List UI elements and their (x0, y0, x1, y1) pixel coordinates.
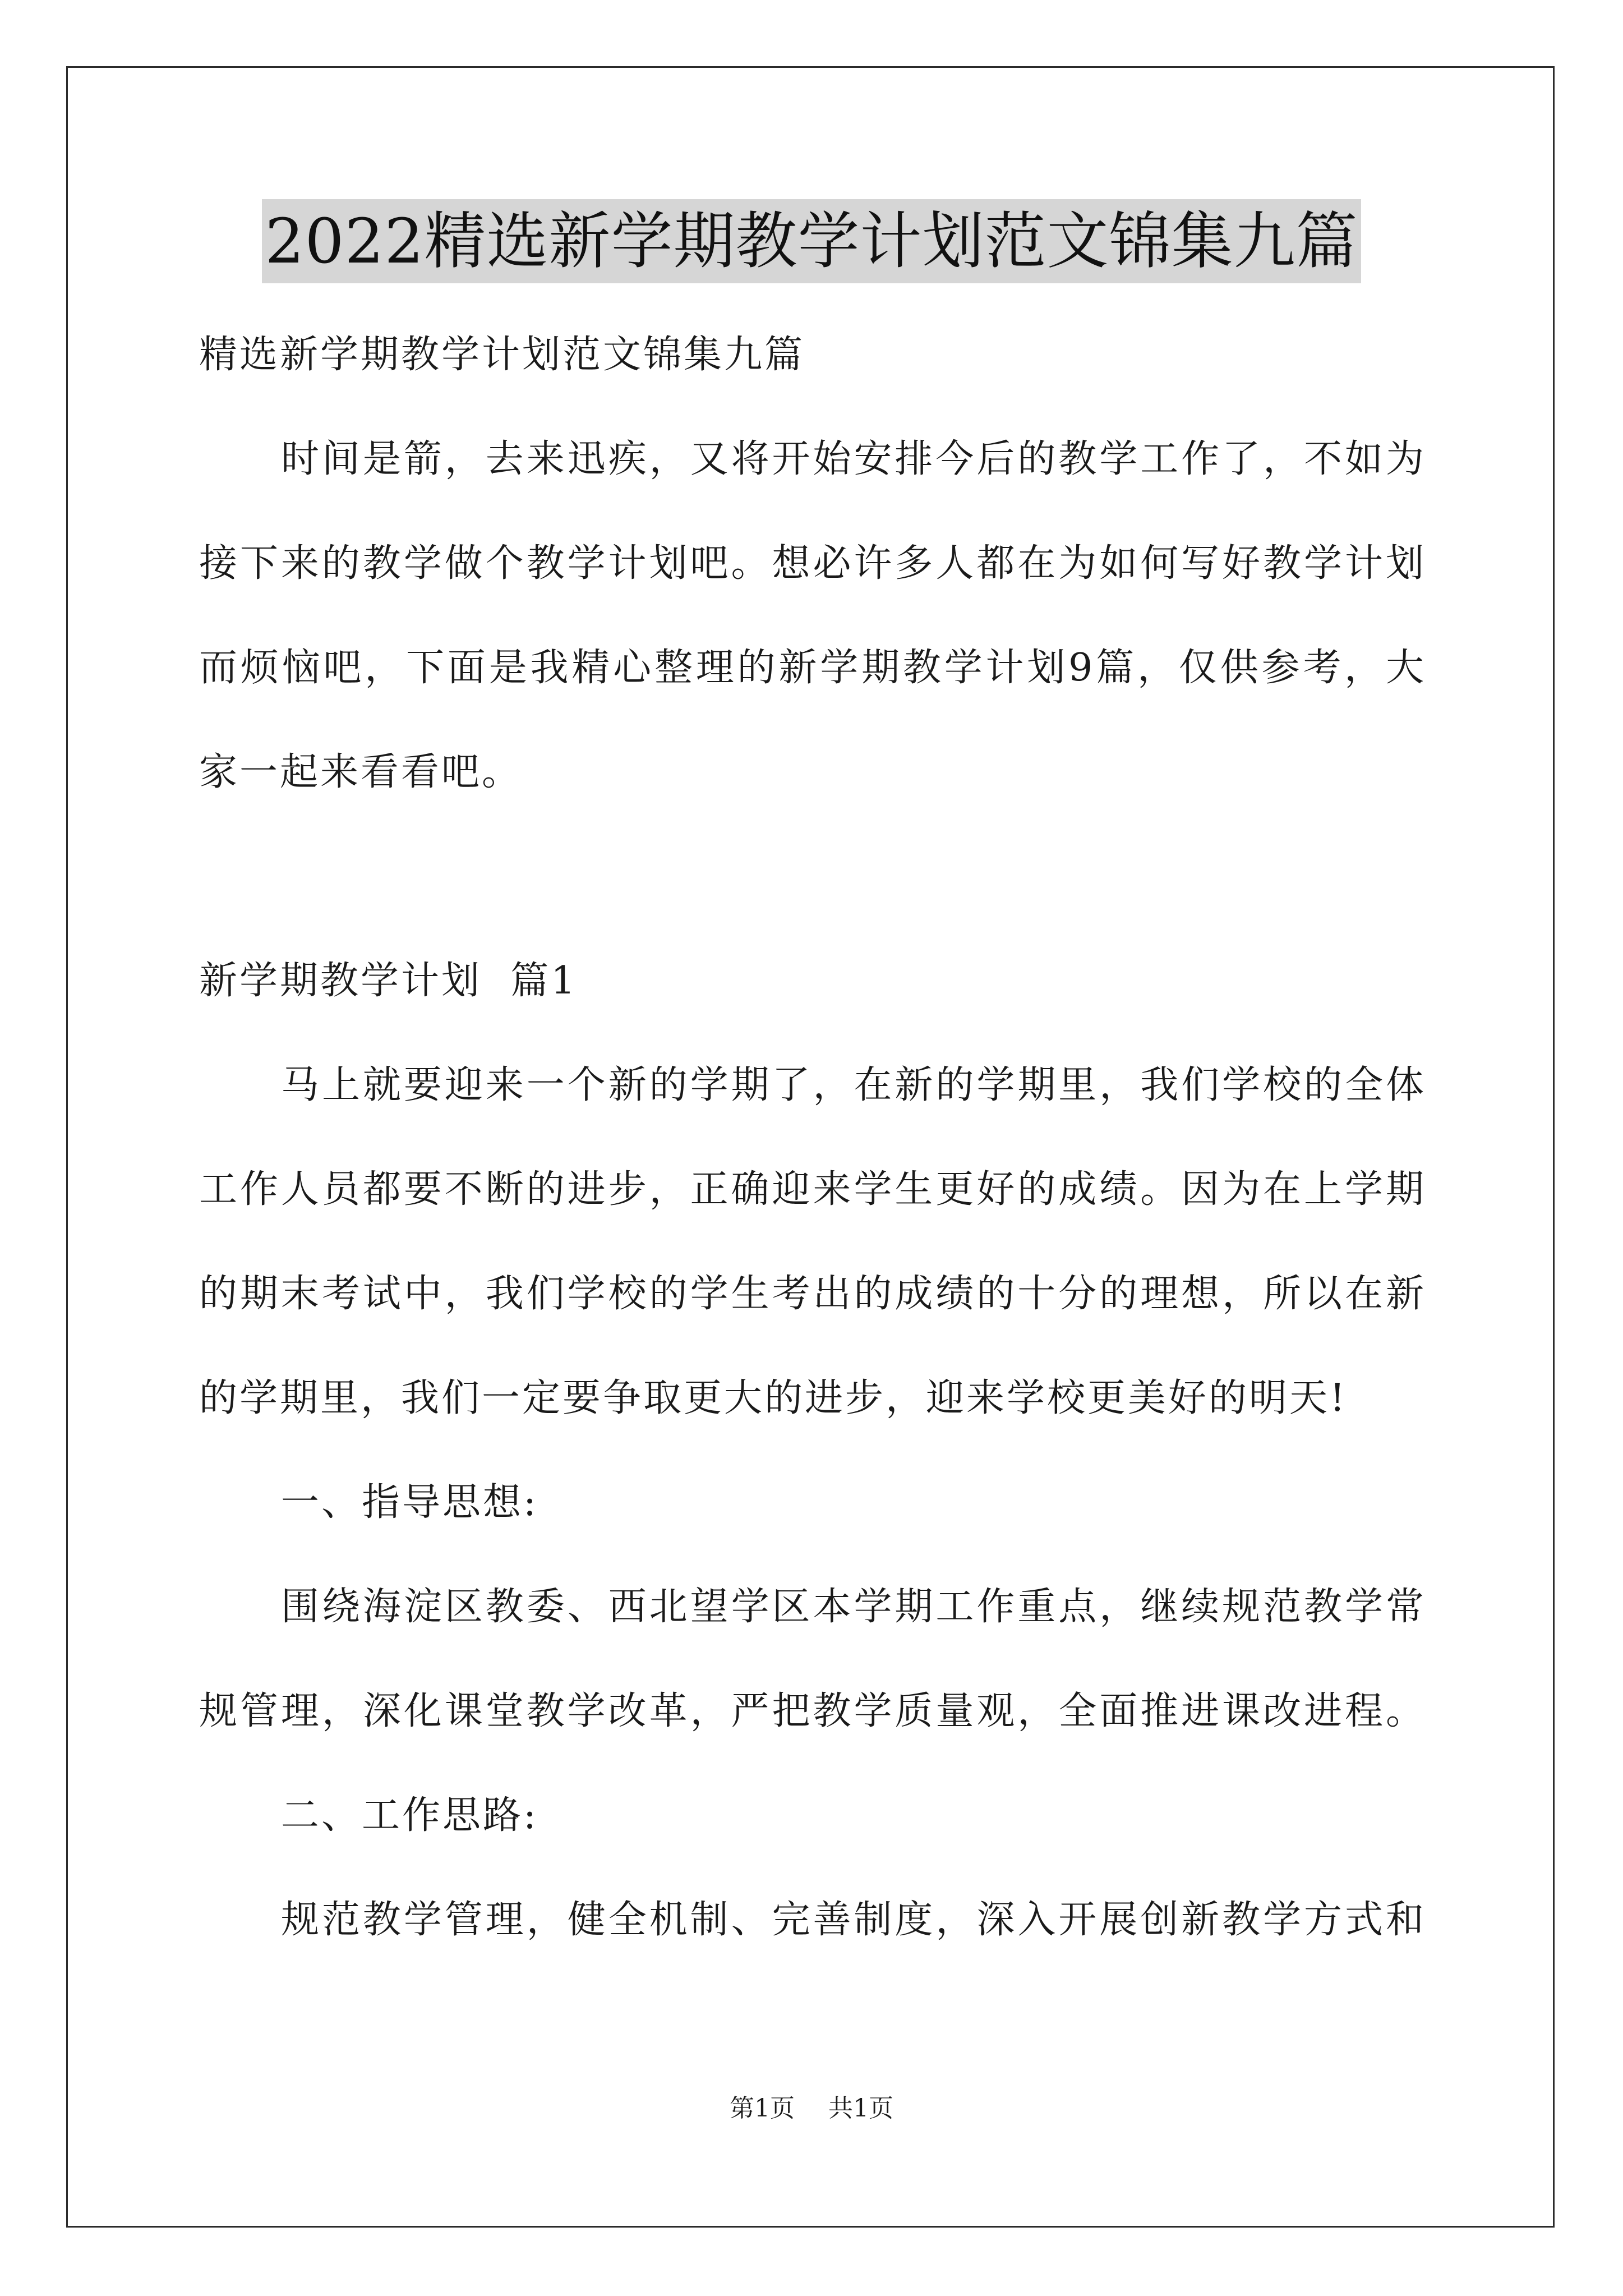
section-para-line-4: 的学期里，我们一定要争取更大的进步，迎来学校更美好的明天! (199, 1376, 1348, 1420)
section-para-line-2: 工作人员都要不断的进步，正确迎来学生更好的成绩。因为在上学期 (199, 1167, 1426, 1212)
section-para-line-1: 马上就要迎来一个新的学期了，在新的学期里，我们学校的全体 (281, 1063, 1426, 1107)
heading-work-approach: 二、工作思路: (281, 1793, 538, 1838)
page-total: 共1页 (828, 2094, 893, 2123)
guiding-line-1: 围绕海淀区教委、西北望学区本学期工作重点，继续规范教学常 (281, 1585, 1426, 1629)
intro-line-2: 接下来的教学做个教学计划吧。想必许多人都在为如何写好教学计划 (199, 541, 1426, 586)
document-subtitle: 精选新学期教学计划范文锦集九篇 (199, 333, 805, 377)
document-title: 2022精选新学期教学计划范文锦集九篇 (262, 199, 1362, 283)
approach-line-1: 规范教学管理，健全机制、完善制度，深入开展创新教学方式和 (281, 1898, 1426, 1942)
section-heading: 新学期教学计划 篇1 (199, 959, 578, 1003)
intro-line-3: 而烦恼吧，下面是我精心整理的新学期教学计划9篇，仅供参考，大 (199, 646, 1426, 690)
blank-line (199, 825, 1426, 929)
section-para-line-3: 的期末考试中，我们学校的学生考出的成绩的十分的理想，所以在新 (199, 1272, 1426, 1316)
page-number: 第1页 (730, 2094, 795, 2123)
document-body (199, 303, 1426, 1972)
heading-guiding-thought: 一、指导思想: (281, 1480, 538, 1525)
intro-line-4: 家一起来看看吧。 (199, 750, 523, 794)
guiding-line-2: 规管理，深化课堂教学改革，严把教学质量观，全面推进课改进程。 (199, 1689, 1426, 1733)
title-container (0, 199, 1623, 283)
page-footer (0, 2088, 1623, 2124)
intro-line-1: 时间是箭，去来迅疾，又将开始安排今后的教学工作了，不如为 (281, 437, 1426, 481)
